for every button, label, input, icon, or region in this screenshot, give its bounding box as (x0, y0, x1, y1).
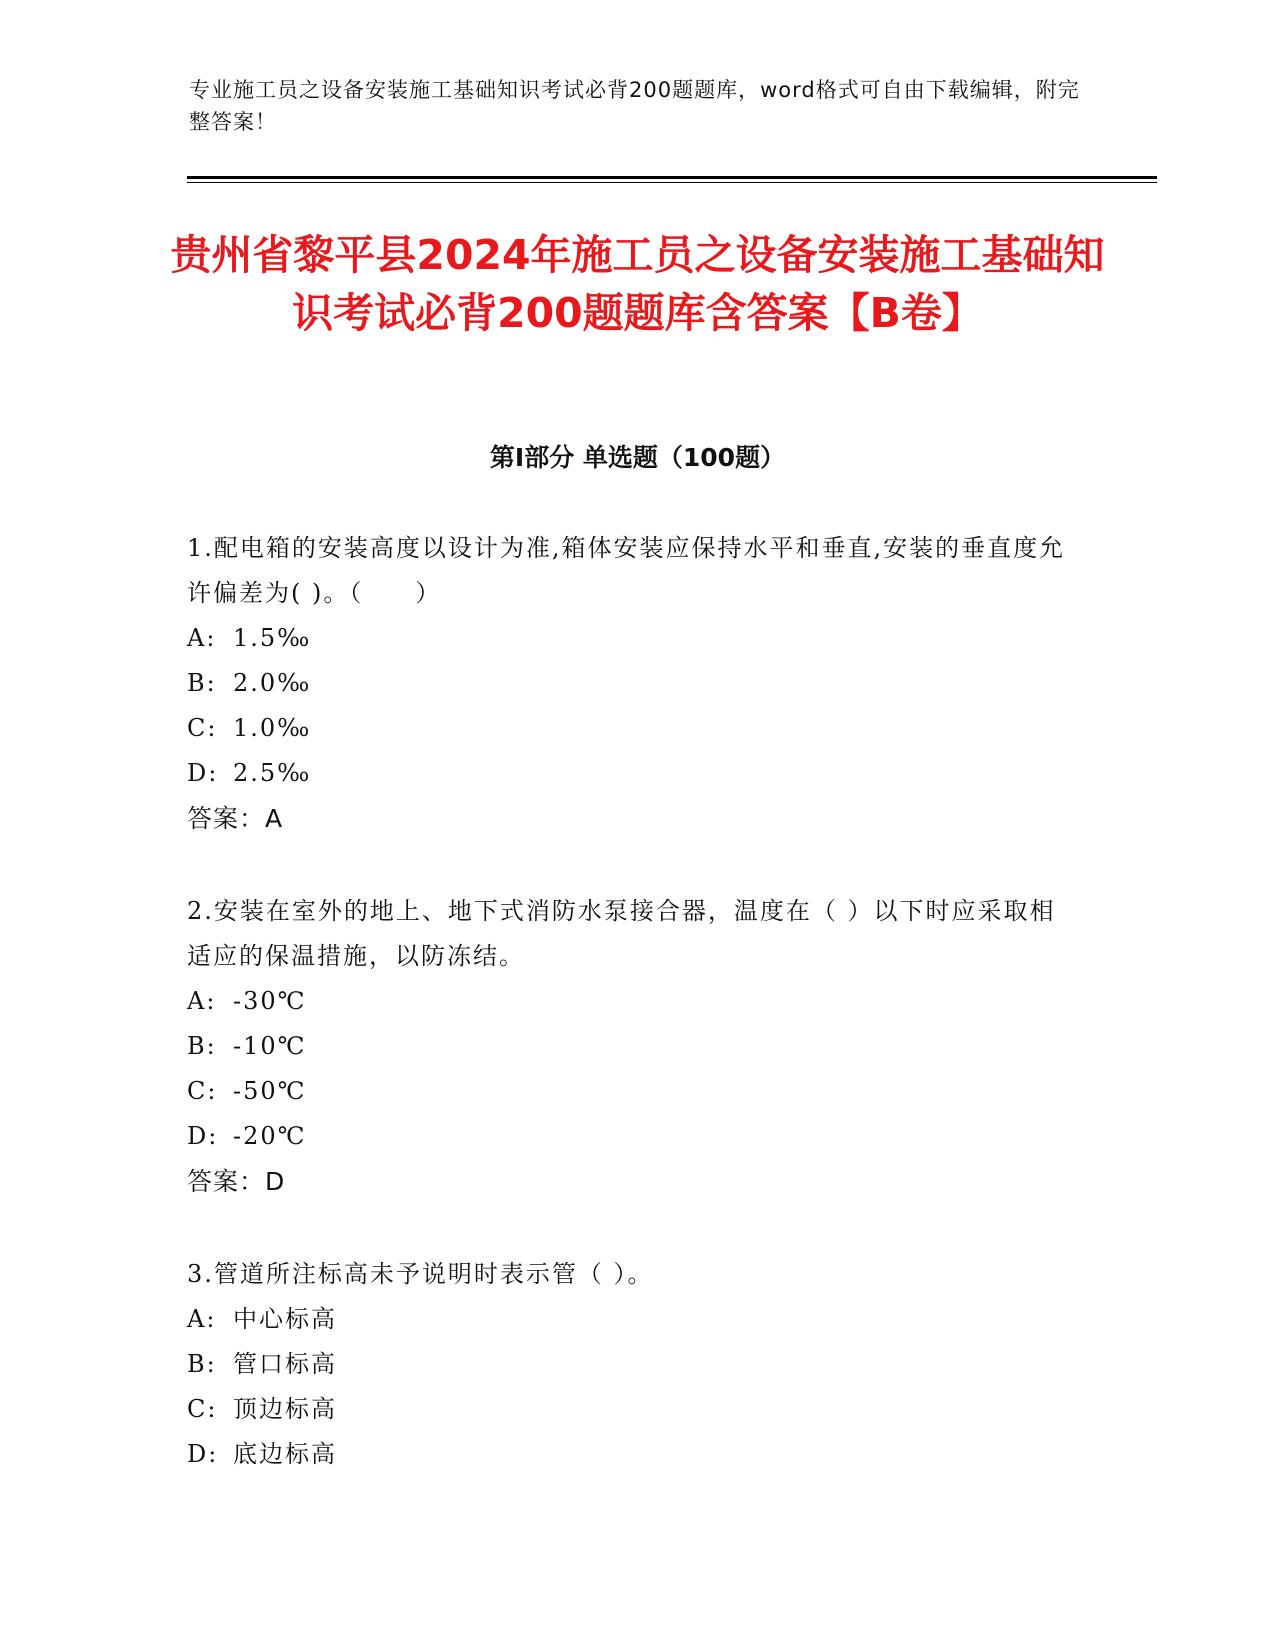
option-text: 顶边标高 (233, 1395, 337, 1423)
section-heading: 第I部分 单选题（100题） (489, 443, 786, 472)
option-text: 1.5‰ (233, 624, 312, 652)
header-divider-thin (187, 182, 1157, 183)
option-text: 2.0‰ (233, 669, 312, 697)
option-key: D: (187, 759, 219, 787)
option-key: C: (187, 714, 218, 742)
option-key: D: (187, 1122, 219, 1150)
option-d (187, 1432, 1067, 1477)
option-text: 底边标高 (233, 1440, 337, 1468)
option-a (187, 979, 1067, 1024)
option-key: A: (187, 987, 217, 1015)
option-key: B: (187, 669, 217, 697)
option-text: -20℃ (233, 1122, 307, 1150)
option-b (187, 1024, 1067, 1069)
option-text: 2.5‰ (233, 759, 312, 787)
option-key: C: (187, 1395, 218, 1423)
question-stem: 1.配电箱的安装高度以设计为准,箱体安装应保持水平和垂直,安装的垂直度允许偏差为( )。（ ） (187, 534, 1066, 607)
option-key: A: (187, 1305, 217, 1333)
document-title: 贵州省黎平县2024年施工员之设备安装施工基础知识考试必背200题题库含答案【B卷】 (170, 231, 1105, 337)
answer-line: 答案：D (187, 1167, 286, 1196)
option-text: 1.0‰ (233, 714, 312, 742)
option-text: 中心标高 (233, 1305, 337, 1333)
question-stem: 2.安装在室外的地上、地下式消防水泵接合器，温度在（ ）以下时应采取相适应的保温措施，以防冻结。 (187, 897, 1056, 970)
question-1 (187, 526, 1067, 841)
question-list (187, 526, 1067, 1525)
option-key: A: (187, 624, 217, 652)
option-b (187, 661, 1067, 706)
option-a (187, 1297, 1067, 1342)
answer-line: 答案：A (187, 804, 284, 833)
option-key: B: (187, 1350, 217, 1378)
option-c (187, 1387, 1067, 1432)
option-text: 管口标高 (233, 1350, 337, 1378)
option-key: D: (187, 1440, 219, 1468)
header-divider-thick (187, 176, 1157, 179)
question-stem: 3.管道所注标高未予说明时表示管（ ）。 (187, 1260, 654, 1288)
option-d (187, 751, 1067, 796)
option-d (187, 1114, 1067, 1159)
option-text: -50℃ (233, 1077, 307, 1105)
option-text: -10℃ (233, 1032, 307, 1060)
option-a (187, 616, 1067, 661)
option-key: B: (187, 1032, 217, 1060)
header-note: 专业施工员之设备安装施工基础知识考试必背200题题库，word格式可自由下载编辑，附完整答案！ (189, 78, 1080, 134)
option-c (187, 706, 1067, 751)
option-b (187, 1342, 1067, 1387)
question-2 (187, 889, 1067, 1204)
question-3 (187, 1252, 1067, 1477)
option-c (187, 1069, 1067, 1114)
option-text: -30℃ (233, 987, 307, 1015)
option-key: C: (187, 1077, 218, 1105)
